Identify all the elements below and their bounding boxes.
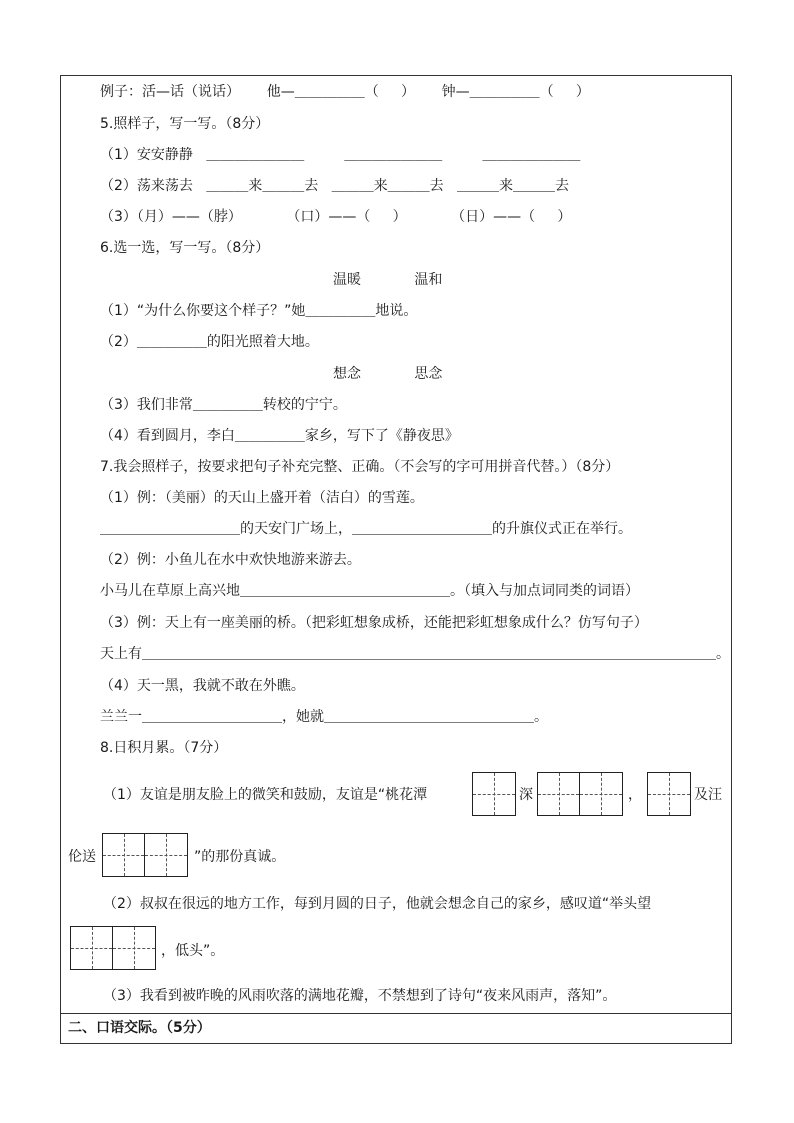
grid-cell[interactable] — [113, 927, 155, 969]
q7-item-1: （1）例：（美丽）的天山上盛开着（洁白）的雪莲。 — [100, 490, 424, 506]
q8-item-1-text-b: 深 — [519, 787, 533, 803]
grid-cell[interactable] — [145, 834, 187, 876]
q6-item-1: （1）“为什么你要这个样子？”她＿＿＿＿＿地说。 — [100, 303, 418, 319]
q8-item-1-text-f: ”的那份真诚。 — [194, 849, 286, 865]
q6-word-choices-2: 想念 思念 — [333, 366, 443, 382]
q5-item-1: （1）安安静静 ＿＿＿＿＿＿＿ ＿＿＿＿＿＿＿ ＿＿＿＿＿＿＿ — [100, 147, 581, 163]
grid-cell[interactable] — [103, 834, 145, 876]
q5-item-2: （2）荡来荡去 ＿＿＿来＿＿＿去 ＿＿＿来＿＿＿去 ＿＿＿来＿＿＿去 — [100, 178, 569, 194]
q8-item-1-text-c: ， — [628, 787, 642, 803]
q7-item-2-answer: 小马儿在草原上高兴地＿＿＿＿＿＿＿＿＿＿＿＿＿＿＿。（填入与加点词同类的词语） — [100, 583, 639, 599]
grid-cell[interactable] — [538, 773, 580, 815]
grid-cell[interactable] — [71, 927, 113, 969]
q6-word-choices-1: 温暖 温和 — [333, 272, 443, 288]
answer-grid-2[interactable] — [537, 772, 623, 816]
answer-grid-5[interactable] — [70, 926, 156, 970]
q7-title: 7.我会照样子，按要求把句子补充完整、正确。（不会写的字可用拼音代替。）（8分） — [100, 459, 620, 475]
answer-grid-1[interactable] — [472, 772, 516, 816]
q5-title: 5.照样子，写一写。（8分） — [100, 116, 270, 132]
q8-item-2: （2）叔叔在很远的地方工作，每到月圆的日子，他就会想念自己的家乡，感叹道“举头望 — [103, 896, 652, 912]
section-divider — [60, 1013, 732, 1014]
q8-item-1-text-d: 及汪 — [694, 787, 722, 803]
answer-grid-4[interactable] — [102, 833, 188, 877]
q5-item-3: （3）（月）——（脖） （口）——（ ） （日）——（ ） — [100, 209, 572, 225]
q6-item-2: （2）＿＿＿＿＿的阳光照着大地。 — [100, 334, 319, 350]
q6-item-4: （4）看到圆月，李白＿＿＿＿＿家乡，写下了《静夜思》 — [100, 428, 459, 444]
answer-grid-3[interactable] — [647, 772, 691, 816]
q7-item-1-answer: ＿＿＿＿＿＿＿＿＿＿的天安门广场上，＿＿＿＿＿＿＿＿＿＿的升旗仪式正在举行。 — [100, 521, 632, 537]
q7-item-3: （3）例：天上有一座美丽的桥。（把彩虹想象成桥，还能把彩虹想象成什么？仿写句子） — [100, 615, 648, 631]
q7-item-4-answer: 兰兰一＿＿＿＿＿＿＿＿＿＿，她就＿＿＿＿＿＿＿＿＿＿＿＿＿＿＿。 — [100, 709, 548, 725]
grid-cell[interactable] — [648, 773, 690, 815]
section-2-heading: 二、口语交际。（5分） — [68, 1020, 211, 1036]
grid-cell[interactable] — [473, 773, 515, 815]
q6-item-3: （3）我们非常＿＿＿＿＿转校的宁宁。 — [100, 397, 347, 413]
q7-item-4: （4）天一黑，我就不敢在外瞧。 — [100, 678, 305, 694]
example-line: 例子：活—话（说话） 他—＿＿＿＿＿（ ） 钟—＿＿＿＿＿（ ） — [100, 84, 590, 100]
q8-item-1-text-e: 伦送 — [68, 849, 96, 865]
q7-item-2: （2）例：小鱼儿在水中欢快地游来游去。 — [100, 552, 361, 568]
q8-item-2-text-b: ，低头”。 — [161, 943, 225, 959]
q6-title: 6.选一选，写一写。（8分） — [100, 240, 270, 256]
q8-title: 8.日积月累。（7分） — [100, 740, 228, 756]
q8-item-3: （3）我看到被昨晚的风雨吹落的满地花瓣，不禁想到了诗句“夜来风雨声，落知”。 — [103, 988, 617, 1004]
grid-cell[interactable] — [580, 773, 622, 815]
q8-item-1-text-a: （1）友谊是朋友脸上的微笑和鼓励，友谊是“桃花潭 — [103, 787, 428, 803]
q7-item-3-answer: 天上有＿＿＿＿＿＿＿＿＿＿＿＿＿＿＿＿＿＿＿＿＿＿＿＿＿＿＿＿＿＿＿＿＿＿＿＿＿＿＿＿＿。 — [100, 646, 730, 662]
